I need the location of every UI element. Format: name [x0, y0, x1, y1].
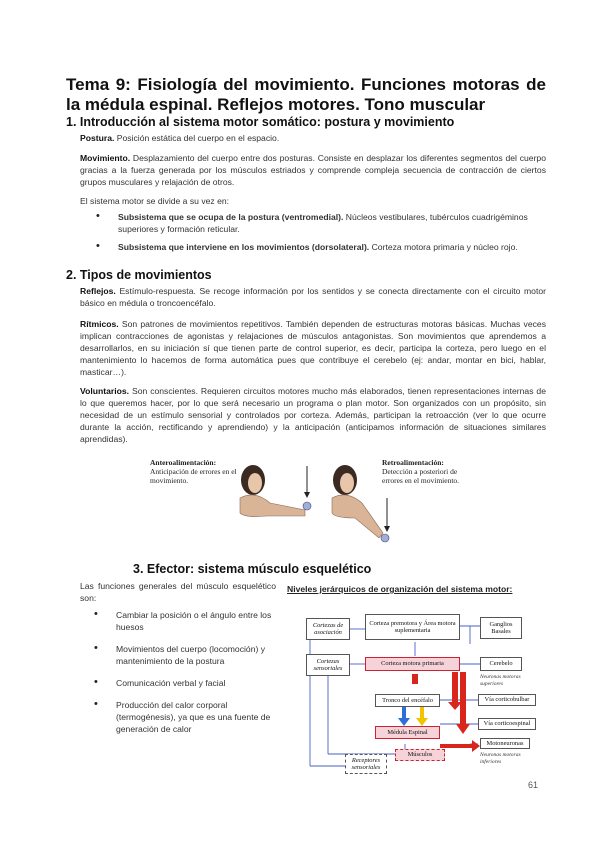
- list-item: • Producción del calor corporal (termogénesis), ya que es una fuente de generación de calor: [84, 699, 280, 735]
- functions-list: [84, 609, 280, 741]
- arm-icon: [240, 495, 305, 517]
- receptores-box: Receptores sensoriales: [345, 754, 387, 774]
- neuronas-inferiores-label: Neuronas motoras inferiores: [480, 752, 521, 765]
- postura-paragraph: [80, 132, 546, 144]
- motoneuronas-box: Motoneuronas: [480, 738, 530, 749]
- section-2-heading: 2. Tipos de movimientos: [66, 268, 212, 282]
- reflejos-paragraph: Reflejos. Estímulo-respuesta. Se recoge información por los sentidos y se conecta directamente con el circuito motor básico en médula o troncoencéfalo.: [80, 286, 546, 308]
- tronco-encefalo-box: Tronco del encéfalo: [375, 694, 440, 707]
- motor-hierarchy-diagram: [300, 604, 550, 776]
- corteza-motora-box: Corteza motora primaria: [365, 657, 460, 671]
- ball-icon: [303, 502, 311, 510]
- arm-illustration: [235, 458, 395, 553]
- cerebelo-box: Cerebelo: [480, 657, 522, 671]
- section-3-intro: Las funciones generales del músculo esquelético son:: [80, 581, 276, 603]
- divide-paragraph: El sistema motor se divide a su vez en:: [80, 196, 230, 206]
- page-number: 61: [528, 780, 539, 790]
- neuronas-superiores-label: Neuronas motoras superiores: [480, 674, 521, 687]
- movimiento-paragraph: [80, 152, 546, 188]
- list-item: • Movimientos del cuerpo (locomoción) y mantenimiento de la postura: [84, 643, 280, 667]
- cortezas-sensoriales-box: Cortezas sensoriales: [306, 654, 350, 676]
- corteza-premotora-box: Corteza premotora y Área motora suplementaria: [365, 614, 460, 640]
- ganglios-basales-box: Ganglios Basales: [480, 617, 522, 639]
- cortezas-asociacion-box: Cortezas de asociación: [306, 618, 350, 640]
- musculos-box: Músculos: [395, 749, 445, 761]
- list-item: • Cambiar la posición o el ángulo entre los huesos: [84, 609, 280, 633]
- page-title: Tema 9: Fisiología del movimiento. Funciones motoras de la médula espinal. Reflejos motores. Tono muscular: [66, 75, 546, 114]
- movimiento-term: Movimiento.: [80, 153, 131, 163]
- list-item: • Subsistema que interviene en los movimientos (dorsolateral). Corteza motora primaria y núcleo rojo.: [86, 241, 546, 253]
- feedback-figure: [150, 458, 470, 553]
- medula-espinal-box: Médula Espinal: [375, 726, 440, 739]
- feedback-label: Retroalimentación: Detección a posteriori de errores en el movimiento.: [382, 458, 460, 485]
- list-item: • Subsistema que se ocupa de la postura (ventromedial). Núcleos vestibulares, tubérculos cuadrigéminos superiores y formación reticular.: [86, 211, 546, 235]
- section-3-heading: 3. Efector: sistema músculo esquelético: [133, 562, 372, 576]
- postura-text: Posición estática del cuerpo en el espacio.: [114, 133, 280, 143]
- diagram-title: Niveles jerárquicos de organización del sistema motor:: [287, 584, 513, 594]
- ritmicos-paragraph: Rítmicos. Son patrones de movimientos repetitivos. También dependen de estructuras motoras básicas. Muchas veces implican contracciones de agonistas y relajaciones de músculos antagonistas. Son movimientos que aprendemos a desarrollarlos, en su iniciación sí que tienen parte de control superior, es decir, participa la corteza, pero luego en el mantenimiento lo hacemos de forma automática pues que contribuye el cerebelo (ej: andar, montar en bici, hablar, masticar…).: [80, 319, 546, 377]
- via-corticobulbar-box: Vía corticobulbar: [478, 694, 536, 706]
- section-1-heading: 1. Introducción al sistema motor somático: postura y movimiento: [66, 115, 455, 129]
- postura-term: Postura.: [80, 133, 115, 143]
- movimiento-text: Desplazamiento del cuerpo entre dos posturas. Consiste en desplazar los diferentes segmentos del cuerpo gracias a la fuerza generada por los músculos estriados y comprende compleja secuencia de contracción de ciertos grupos musculares y relajación de otros.: [80, 153, 546, 187]
- subsystem-list: [86, 211, 546, 259]
- voluntarios-paragraph: Voluntarios. Son conscientes. Requieren circuitos motores mucho más elaborados, tienen representaciones internas de lo que queremos hacer, por lo que será necesario un programa o plan motor. Son organizados con un propósito, sin necesidad de un estímulo sensorial y controlados por corteza. Además, participan la retroacción (ver lo que ocurre durante la acción, rectificando y aprendiendo) y la anticipación (anticipamos información de situaciones similares aprendidas).: [80, 386, 546, 444]
- list-item: • Comunicación verbal y facial: [84, 677, 280, 689]
- feedforward-label: Anteroalimentación: Anticipación de errores en el movimiento.: [150, 458, 237, 485]
- via-corticoespinal-box: Vía corticoespinal: [478, 718, 536, 730]
